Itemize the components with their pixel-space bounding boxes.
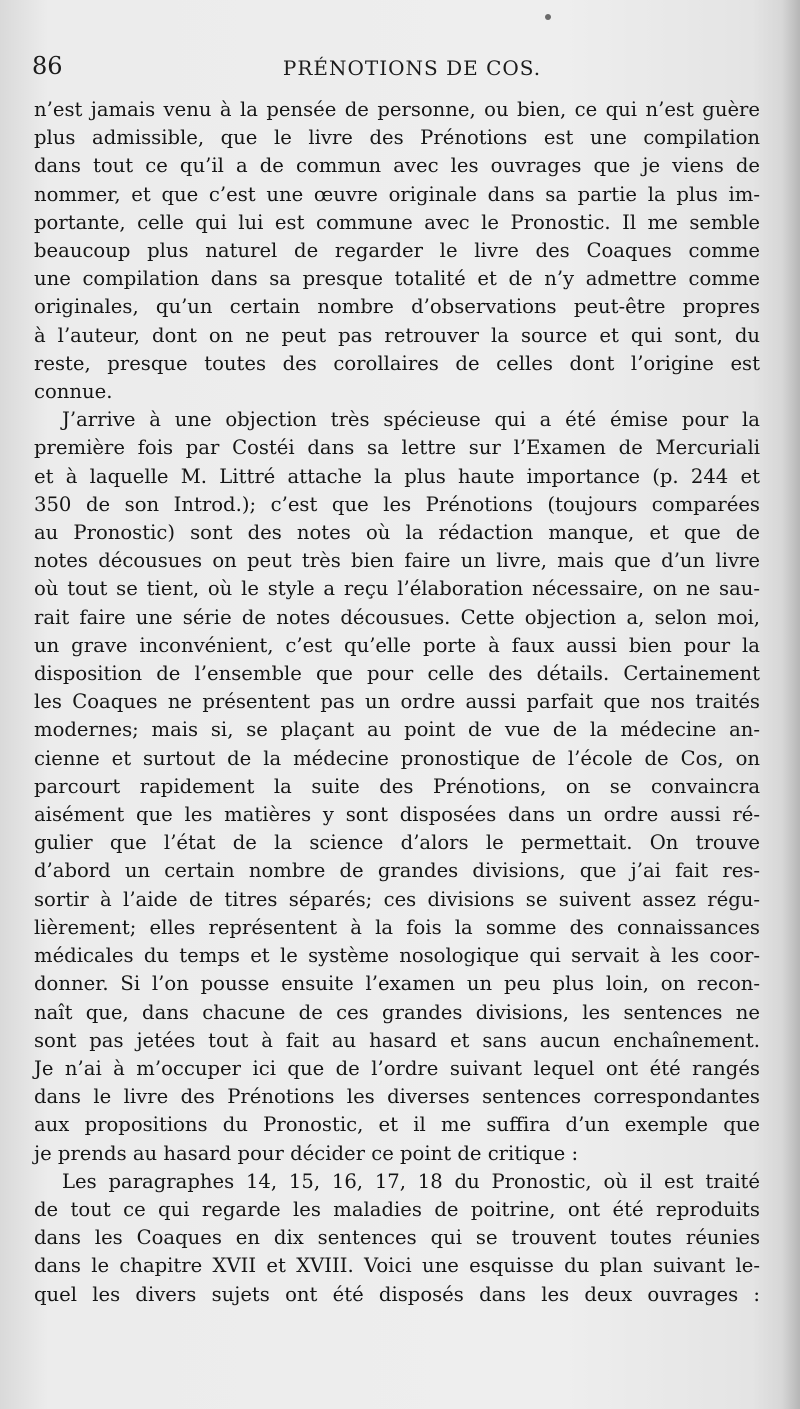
text-line: où tout se tient, où le style a reçu l’élaboration nécessaire, on ne sau-: [34, 577, 760, 601]
text-line: et à laquelle M. Littré attache la plus haute importance (p. 244 et: [34, 464, 760, 488]
text-line: aux propositions du Pronostic, et il me suffira d’un exemple que: [34, 1113, 760, 1137]
text-line: gulier que l’état de la science d’alors le permettait. On trouve: [34, 831, 760, 855]
text-line: dans les Coaques en dix sentences qui se trouvent toutes réunies: [34, 1226, 760, 1250]
text-line: à l’auteur, dont on ne peut pas retrouver la source et qui sont, du: [34, 323, 760, 347]
text-line: une compilation dans sa presque totalité et de n’y admettre comme: [34, 267, 760, 291]
body-text: [34, 96, 760, 1309]
print-speck: [545, 14, 551, 20]
text-line: beaucoup plus naturel de regarder le livre des Coaques comme: [34, 239, 760, 263]
text-line: je prends au hasard pour décider ce point de critique :: [34, 1141, 579, 1165]
text-line: dans tout ce qu’il a de commun avec les ouvrages que je viens de: [34, 154, 760, 178]
text-line: 350 de son Introd.); c’est que les Prénotions (toujours comparées: [34, 492, 760, 516]
text-line: sont pas jetées tout à fait au hasard et sans aucun enchaînement.: [34, 1028, 760, 1052]
page-number: 86: [32, 52, 63, 80]
text-line: un grave inconvénient, c’est qu’elle porte à faux aussi bien pour la: [34, 633, 760, 657]
text-line: sortir à l’aide de titres séparés; ces divisions se suivent assez régu-: [34, 887, 760, 911]
text-line: connue.: [34, 380, 113, 404]
text-line: Les paragraphes 14, 15, 16, 17, 18 du Pronostic, où il est traité: [62, 1169, 760, 1193]
text-line: dans le chapitre XVII et XVIII. Voici une esquisse du plan suivant le-: [34, 1254, 760, 1278]
text-line: les Coaques ne présentent pas un ordre aussi parfait que nos traités: [34, 690, 760, 714]
text-line: notes décousues on peut très bien faire un livre, mais que d’un livre: [34, 549, 760, 573]
text-line: rait faire une série de notes décousues. Cette objection a, selon moi,: [34, 605, 760, 629]
text-line: donner. Si l’on pousse ensuite l’examen un peu plus loin, on recon-: [34, 972, 760, 996]
text-line: Je n’ai à m’occuper ici que de l’ordre suivant lequel ont été rangés: [34, 1056, 760, 1080]
text-line: lièrement; elles représentent à la fois la somme des connaissances: [34, 915, 760, 939]
page-header: [32, 52, 772, 92]
text-line: n’est jamais venu à la pensée de personne, ou bien, ce qui n’est guère: [34, 98, 760, 121]
text-line: nommer, et que c’est une œuvre originale dans sa partie la plus im-: [34, 182, 760, 206]
text-line: médicales du temps et le système nosologique qui servait à les coor-: [34, 944, 760, 968]
text-line: plus admissible, que le livre des Prénotions est une compilation: [34, 126, 760, 150]
text-line: portante, celle qui lui est commune avec le Pronostic. Il me semble: [34, 210, 760, 234]
text-line: première fois par Costéi dans sa lettre sur l’Examen de Mercuriali: [34, 436, 760, 460]
page-edge-shadow: [782, 0, 800, 1409]
running-head: PRÉNOTIONS DE COS.: [282, 56, 542, 80]
text-line: J’arrive à une objection très spécieuse qui a été émise pour la: [62, 408, 760, 432]
text-line: disposition de l’ensemble que pour celle des détails. Certainement: [34, 662, 760, 686]
text-line: modernes; mais si, se plaçant au point de vue de la médecine an-: [34, 718, 760, 742]
text-line: naît que, dans chacune de ces grandes divisions, les sentences ne: [34, 1000, 760, 1024]
text-line: dans le livre des Prénotions les diverses sentences correspondantes: [34, 1085, 760, 1109]
text-line: cienne et surtout de la médecine pronostique de l’école de Cos, on: [34, 746, 760, 770]
text-line: aisément que les matières y sont disposées dans un ordre aussi ré-: [34, 803, 760, 827]
text-line: parcourt rapidement la suite des Prénotions, on se convaincra: [34, 774, 760, 798]
text-line: reste, presque toutes des corollaires de celles dont l’origine est: [34, 351, 760, 375]
text-line: au Pronostic) sont des notes où la rédaction manque, et que de: [34, 521, 760, 545]
text-line: originales, qu’un certain nombre d’observations peut-être propres: [34, 295, 760, 319]
text-line: d’abord un certain nombre de grandes divisions, que j’ai fait res-: [34, 859, 760, 883]
text-line: quel les divers sujets ont été disposés dans les deux ouvrages :: [34, 1282, 760, 1306]
text-line: de tout ce qui regarde les maladies de poitrine, ont été reproduits: [34, 1197, 760, 1221]
